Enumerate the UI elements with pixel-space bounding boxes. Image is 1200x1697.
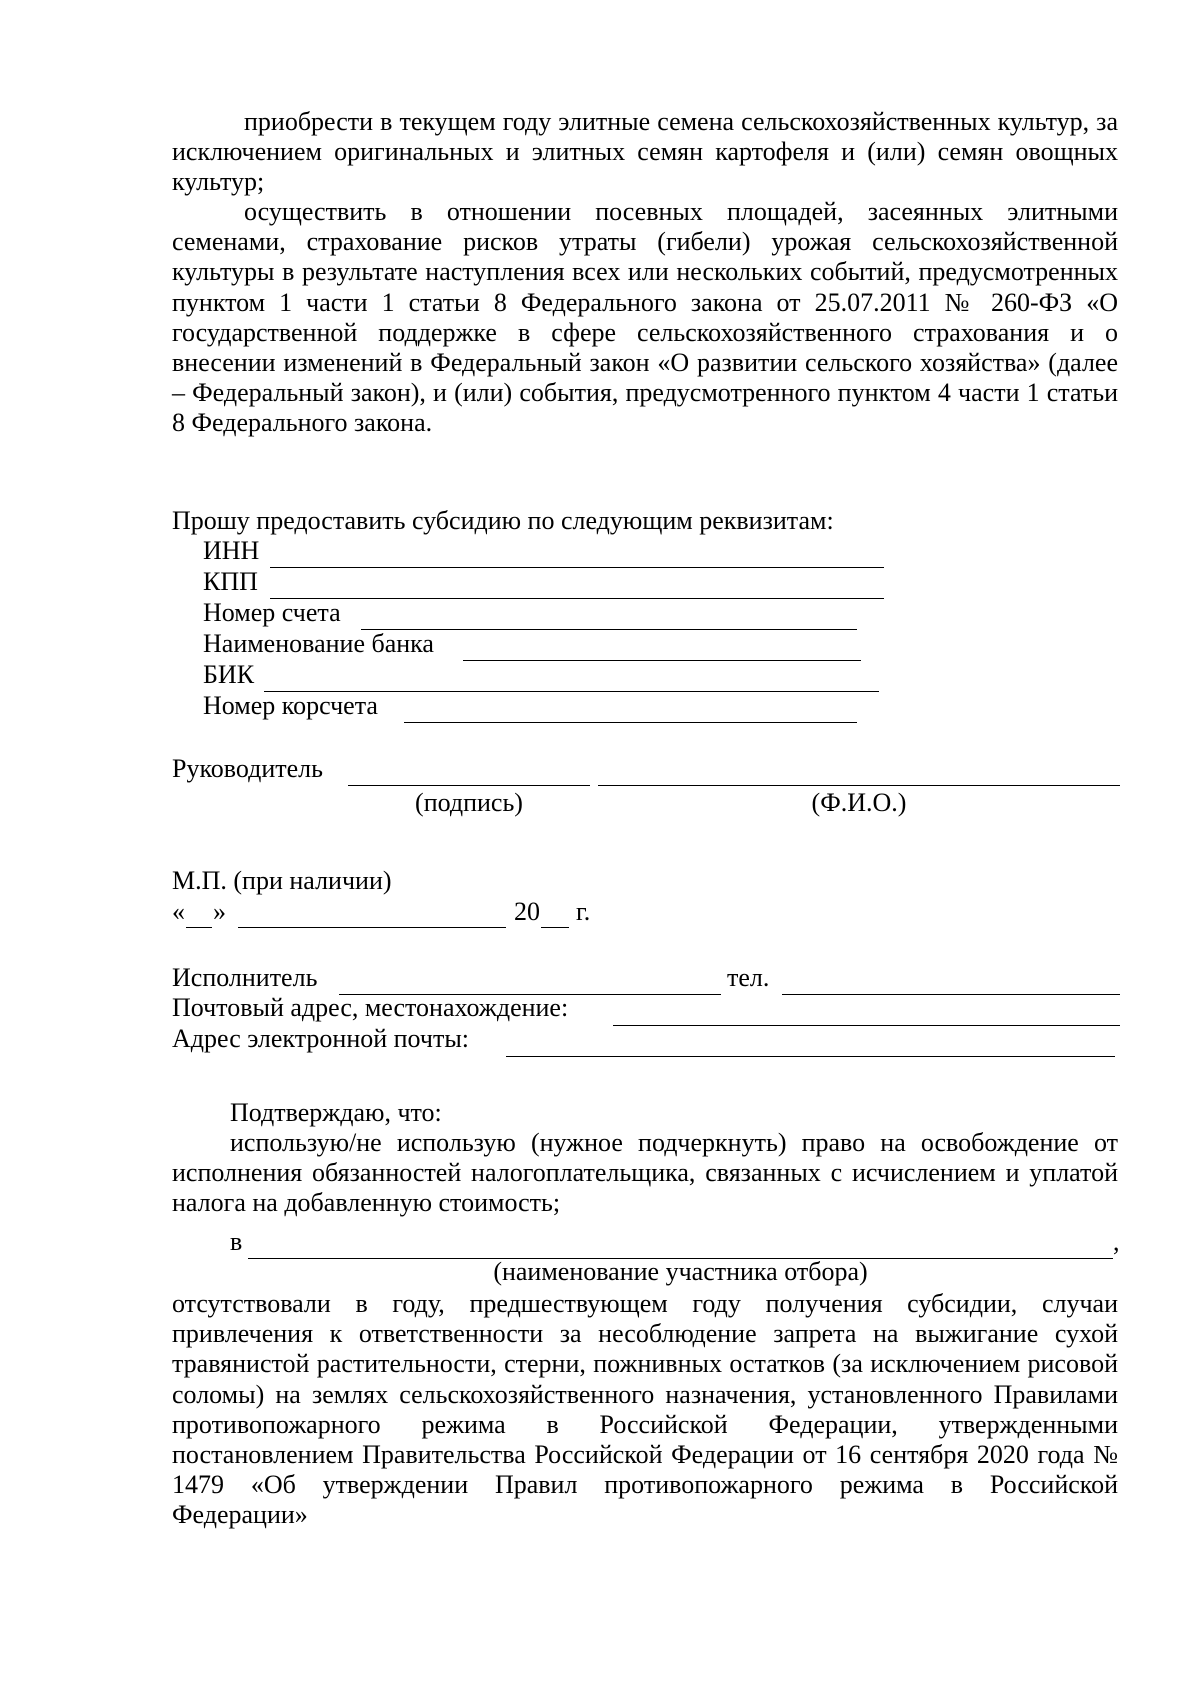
participant-hint: (наименование участника отбора) bbox=[493, 1257, 868, 1286]
inn-field[interactable] bbox=[270, 567, 884, 568]
executor-label: Исполнитель bbox=[172, 963, 318, 992]
burning-paragraph: отсутствовали в году, предшествующем году получения субсидии, случаи привлечения к ответственности за несоблюдение запрета на выжигание сухой травянистой растительности, стерни, пожнивных остатков (за исключением рисовой соломы) на землях сельскохозяйственного назначения, установленного Правилами противопожарного режима в Российской Федерации, утвержденными постановлением Правительства Российской Федерации от 16 сентября 2020 года № 1479 «Об утверждении Правил противопожарного режима в Российской Федерации» bbox=[172, 1289, 1118, 1530]
year-suffix: г. bbox=[576, 897, 591, 926]
head-label: Руководитель bbox=[172, 754, 323, 783]
participant-suffix: , bbox=[1113, 1227, 1120, 1256]
participant-prefix: в bbox=[230, 1227, 243, 1256]
account-field[interactable] bbox=[361, 629, 857, 630]
date-year-field[interactable] bbox=[541, 927, 569, 928]
inn-label: ИНН bbox=[203, 536, 260, 565]
intro-paragraph-seeds: приобрести в текущем году элитные семена сельскохозяйственных культур, за исключением оригинальных и элитных семян картофеля и (или) семян овощных культур; bbox=[172, 107, 1118, 197]
date-open-quote: « bbox=[172, 897, 185, 926]
fio-hint: (Ф.И.О.) bbox=[811, 788, 907, 817]
kpp-field[interactable] bbox=[270, 598, 884, 599]
postal-address-label: Почтовый адрес, местонахождение: bbox=[172, 993, 569, 1022]
email-label: Адрес электронной почты: bbox=[172, 1024, 470, 1053]
email-field[interactable] bbox=[506, 1056, 1115, 1057]
corr-account-field[interactable] bbox=[404, 722, 857, 723]
intro-paragraph-insurance: осуществить в отношении посевных площадей, засеянных элитными семенами, страхование рисков утраты (гибели) урожая сельскохозяйственной культуры в результате наступления всех или нескольких событий, предусмотренных пунктом 1 части 1 статьи 8 Федерального закона от 25.07.2011 № 260-ФЗ «О государственной поддержке в сфере сельскохозяйственного страхования и о внесении изменений в Федеральный закон «О развитии сельского хозяйства» (далее – Федеральный закон), и (или) события, предусмотренного пунктом 4 части 1 статьи 8 Федерального закона. bbox=[172, 197, 1118, 438]
bik-label: БИК bbox=[203, 660, 255, 689]
kpp-label: КПП bbox=[203, 567, 258, 596]
requisites-heading: Прошу предоставить субсидию по следующим реквизитам: bbox=[172, 506, 834, 535]
corr-account-label: Номер корсчета bbox=[203, 691, 378, 720]
year-prefix: 20 bbox=[514, 897, 540, 926]
confirm-heading: Подтверждаю, что: bbox=[230, 1098, 442, 1127]
date-close-quote: » bbox=[213, 897, 226, 926]
vat-paragraph: использую/не использую (нужное подчеркнуть) право на освобождение от исполнения обязанностей налогоплательщика, связанных с исчислением и уплатой налога на добавленную стоимость; bbox=[172, 1128, 1118, 1218]
head-fio-field[interactable] bbox=[598, 785, 1120, 786]
seal-label: М.П. (при наличии) bbox=[172, 866, 392, 895]
date-month-field[interactable] bbox=[238, 927, 506, 928]
head-signature-field[interactable] bbox=[348, 785, 590, 786]
postal-address-field[interactable] bbox=[613, 1025, 1120, 1026]
bank-label: Наименование банка bbox=[203, 629, 434, 658]
phone-label: тел. bbox=[727, 963, 770, 992]
date-day-field[interactable] bbox=[186, 927, 212, 928]
bank-field[interactable] bbox=[463, 660, 861, 661]
account-label: Номер счета bbox=[203, 598, 341, 627]
phone-field[interactable] bbox=[782, 994, 1120, 995]
signature-hint: (подпись) bbox=[415, 788, 523, 817]
